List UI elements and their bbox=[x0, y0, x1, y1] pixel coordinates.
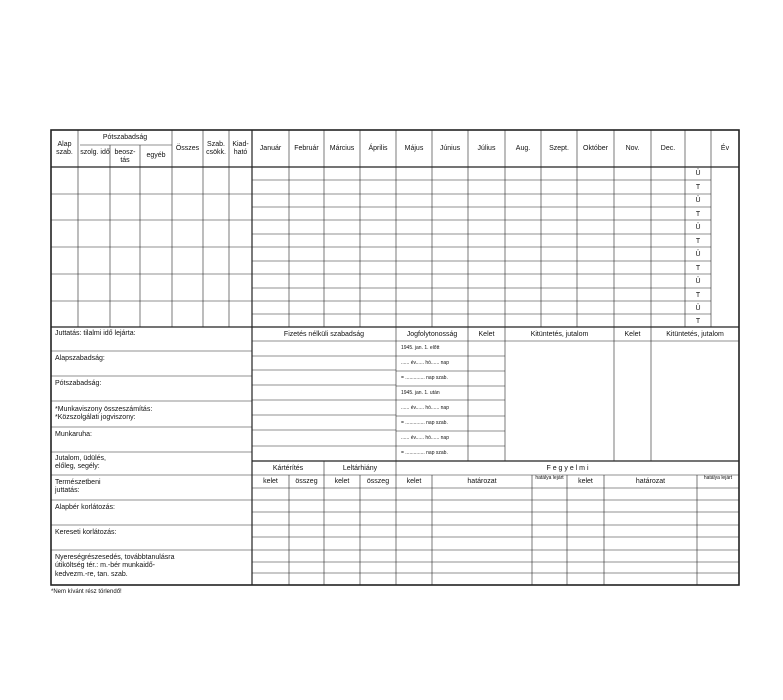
osszeg-col: összeg bbox=[366, 478, 390, 485]
alapszabadsag-label: Alapszabadság: bbox=[55, 355, 105, 362]
termeszetbeni-label: Természetbeni bbox=[55, 479, 101, 486]
kelet-header: Kelet bbox=[478, 331, 495, 338]
szab-csokk-header: Szab. csökk. bbox=[206, 141, 226, 156]
footnote: *Nem kívánt rész törlendő! bbox=[51, 589, 122, 595]
kelet-header-2: Kelet bbox=[624, 331, 641, 338]
osszeg-col: összeg bbox=[295, 478, 318, 485]
kereseti-label: Kereseti korlátozás: bbox=[55, 529, 117, 536]
kelet-col: kelet bbox=[334, 478, 350, 485]
potszabadsag-label: Pótszabadság: bbox=[55, 380, 102, 387]
nyereseg-label: Nyereségrészesedés, továbbtanulásra bbox=[55, 554, 175, 561]
month-header: Aug. bbox=[515, 145, 531, 152]
nap-szab-line: = .............. nap szab. bbox=[401, 375, 448, 381]
nap-szab-line: = .............. nap szab. bbox=[401, 450, 448, 456]
ut-marker: T bbox=[695, 318, 701, 325]
beosztas-header: beosz- tás bbox=[114, 149, 136, 164]
month-header: Április bbox=[368, 145, 388, 152]
ut-marker: Ü bbox=[695, 251, 701, 258]
ev-header: Év bbox=[720, 145, 730, 152]
month-header: Május bbox=[404, 145, 424, 152]
month-header: Július bbox=[477, 145, 496, 152]
ut-marker: Ü bbox=[695, 278, 701, 285]
month-header: Dec. bbox=[660, 145, 676, 152]
osszes-header: Összes bbox=[175, 145, 200, 152]
hatarozat-col: határozat bbox=[635, 478, 666, 485]
ut-marker: Ü bbox=[695, 224, 701, 231]
ut-marker: T bbox=[695, 238, 701, 245]
ev-ho-nap-line: ...... év...... hó...... nap bbox=[401, 360, 449, 366]
alap-szab-header: Alap szab. bbox=[56, 141, 73, 156]
potszabadsag-header: Pótszabadság bbox=[102, 134, 148, 141]
elott-label: 1945. jan. 1. előtt bbox=[401, 345, 440, 351]
ut-marker: T bbox=[695, 292, 701, 299]
munkaruha-label: Munkaruha: bbox=[55, 431, 92, 438]
ut-marker: T bbox=[695, 211, 701, 218]
alapber-label: Alapbér korlátozás: bbox=[55, 504, 115, 511]
utan-label: 1945. jan. 1. után bbox=[401, 390, 440, 396]
month-header: Március bbox=[329, 145, 355, 152]
ut-marker: Ü bbox=[695, 305, 701, 312]
ut-marker: T bbox=[695, 184, 701, 191]
ev-ho-nap-line: ...... év...... hó...... nap bbox=[401, 405, 449, 411]
kituntetes-header: Kitüntetés, jutalom bbox=[530, 331, 589, 338]
kiadhato-header: Kiad- ható bbox=[232, 141, 249, 156]
kelet-col: kelet bbox=[263, 478, 278, 485]
month-header: Nov. bbox=[625, 145, 640, 152]
month-header: Január bbox=[259, 145, 282, 152]
nyereseg-label-line3: kedvezm.-re, tan. szab. bbox=[55, 571, 128, 578]
hatarozat-col: határozat bbox=[467, 478, 497, 485]
kelet-col: kelet bbox=[406, 478, 422, 485]
kozszolgalati-label: *Közszolgálati jogviszony: bbox=[55, 414, 136, 421]
ut-marker: T bbox=[695, 265, 701, 272]
kituntetes-header-2: Kitüntetés, jutalom bbox=[666, 331, 724, 338]
ut-marker: Ü bbox=[695, 170, 701, 177]
nap-szab-line: = .............. nap szab. bbox=[401, 420, 448, 426]
hatalya-lejart-col: hatálya lejárt bbox=[535, 475, 564, 481]
fegyelmi-header: F e g y e l m i bbox=[546, 465, 589, 472]
fizetes-header: Fizetés nélküli szabadság bbox=[283, 331, 365, 338]
juttatas-label: Juttatás: tilalmi idő lejárta: bbox=[55, 330, 136, 337]
month-header: Június bbox=[439, 145, 461, 152]
jogfolytonossag-header: Jogfolytonosság bbox=[406, 331, 458, 338]
jutalom-label: Jutalom, üdülés, bbox=[55, 455, 106, 462]
termeszetbeni-label-line2: juttatás: bbox=[55, 487, 80, 494]
ev-ho-nap-line: ...... év...... hó...... nap bbox=[401, 435, 449, 441]
nyereseg-label-line2: útiköltség tér.: m.-bér munkaidő- bbox=[55, 562, 155, 569]
karterites-header: Kártérítés bbox=[272, 465, 304, 472]
munkaviszony-label: *Munkaviszony összeszámítás: bbox=[55, 406, 153, 413]
month-header: Szept. bbox=[549, 145, 569, 152]
kelet-col: kelet bbox=[578, 478, 593, 485]
egyeb-header: egyéb bbox=[146, 152, 166, 159]
leltarhiany-header: Leltárhiány bbox=[342, 465, 378, 472]
ut-marker: Ü bbox=[695, 197, 701, 204]
szolg-ido-header: szolg. idő bbox=[80, 149, 110, 156]
jutalom-label-line2: előleg, segély: bbox=[55, 463, 100, 470]
month-header: Február bbox=[294, 145, 319, 152]
month-header: Október bbox=[583, 145, 608, 152]
hatalya-lejart-col: hatálya lejárt bbox=[703, 475, 733, 481]
